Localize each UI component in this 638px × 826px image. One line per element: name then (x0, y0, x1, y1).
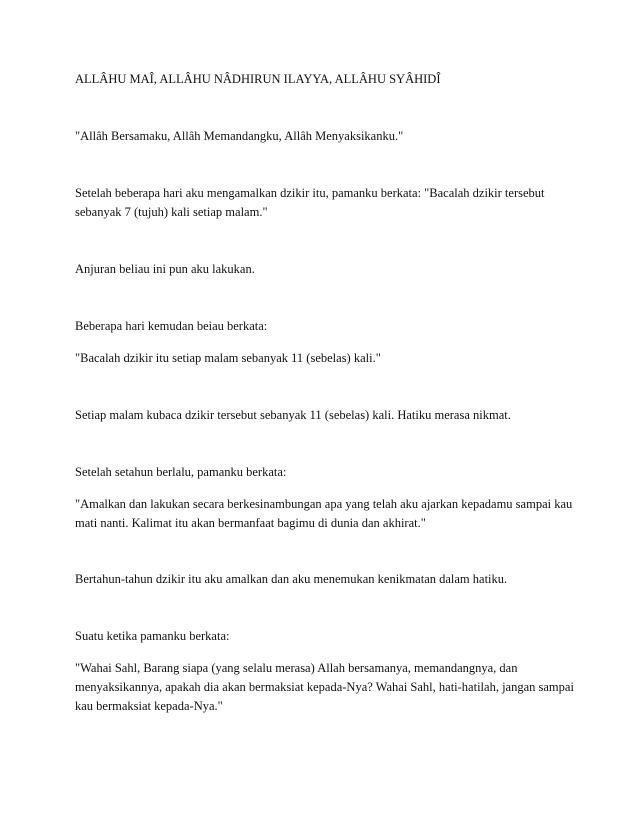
paragraph-practice-quote: "Amalkan dan lakukan secara berkesinambungan apa yang telah aku ajarkan kepadamu sampai kau mati nanti. Kalimat itu akan bermanfaat bagimu di dunia dan akhirat." (75, 497, 573, 530)
paragraph-years: Bertahun-tahun dzikir itu aku amalkan dan aku menemukan kenikmatan dalam hatiku. (75, 572, 508, 586)
paragraph-days-later: Beberapa hari kemudan beiau berkata: (75, 319, 268, 333)
paragraph-eleven-times-quote: "Bacalah dzikir itu setiap malam sebanyak 11 (sebelas) kali." (75, 351, 381, 365)
paragraph-year-later: Setelah setahun berlalu, pamanku berkata: (75, 465, 287, 479)
paragraph-every-night: Setiap malam kubaca dzikir tersebut sebanyak 11 (sebelas) kali. Hatiku merasa nikmat. (75, 408, 511, 422)
heading-dzikir: ALLÂHU MAÎ, ALLÂHU NÂDHIRUN ILAYYA, ALLÂHU SYÂHIDÎ (75, 72, 441, 86)
paragraph-wahai-sahl: "Wahai Sahl, Barang siapa (yang selalu merasa) Allah bersamanya, memandangnya, dan menyaksikannya, apakah dia akan bermaksiat kepada-Nya? Wahai Sahl, hati-hatilah, jangan sampai kau bermaksiat kepada-Nya." (75, 661, 574, 713)
paragraph-translation: "Allâh Bersamaku, Allâh Memandangku, Allâh Menyaksikanku." (75, 129, 404, 143)
paragraph-advice: Anjuran beliau ini pun aku lakukan. (75, 262, 255, 276)
paragraph-seven-times: Setelah beberapa hari aku mengamalkan dzikir itu, pamanku berkata: "Bacalah dzikir tersebut sebanyak 7 (tujuh) kali setiap malam." (75, 186, 545, 219)
paragraph-one-time: Suatu ketika pamanku berkata: (75, 629, 230, 643)
